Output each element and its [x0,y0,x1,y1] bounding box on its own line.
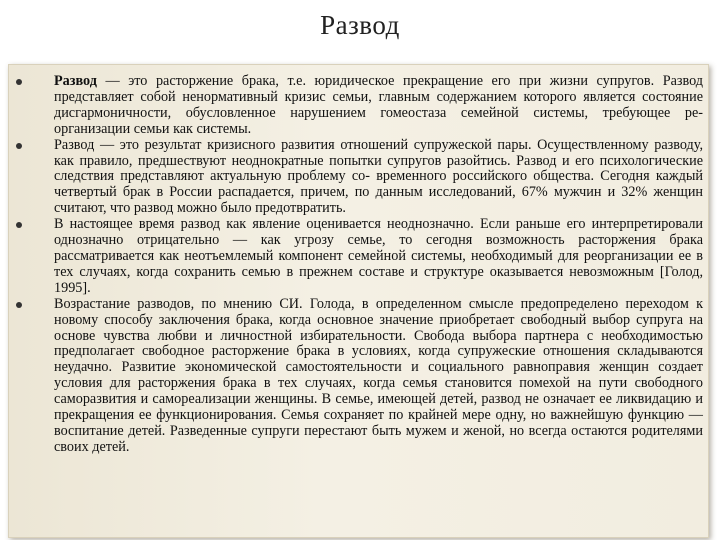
bullet-text: В настоящее время развод как явление оценивается неоднозначно. Если раньше его интерпретировали однозначно отрицательно — как угрозу семье, то сегодня возможность расторжения брака рассматривается как неотъемлемый компонент семейной системы, необходимый для реорганизации ее в тех случаях, когда сохранить семью в прежнем составе и структуре оказывается невозможным [Голод, 1995]. [54,216,703,296]
bullet-dot-icon [16,222,22,228]
bullet-term: Развод [54,73,97,89]
content-box [8,64,709,538]
bullet-text: Возрастание разводов, по мнению СИ. Голода, в определенном смысле предопределено переходом к новому способу заключения брака, когда основное значение приобретает свободный выбор супруга на основе чувства любви и личностной избирательности. Свобода выбора партнера с необходимостью предполагает свободное расторжение брака в условиях, когда супружеские отношения складываются неудачно. Развитие экономической самостоятельности и социального равноправия женщин создает условия для расторжения брака в тех случаях, когда семья становится помехой на пути свободного саморазвития и самореализации женщины. В семье, имеющей детей, развод не означает ее ликвидацию и прекращения ее функционирования. Семья сохраняет по крайней мере одну, но важнейшую функцию — воспитание детей. Разведенные супруги перестают быть мужем и женой, но всегда остаются родителями своих детей. [54,295,703,455]
bullet-item-4 [8,297,703,456]
bullet-text: — это расторжение брака, т.е. юридическое прекращение его при жизни супругов. Развод представляет собой ненормативный кризис семьи, главным содержанием которого является состояние дисгармоничности, обусловленное нарушением гомеостаза семейной системы, требующее ре- организации семьи как системы. [54,73,703,137]
bullet-item-3 [8,217,703,297]
bullet-list [8,74,703,456]
bullet-text: Развод — это результат кризисного развития отношений супружеской пары. Осуществленному разводу, как правило, предшествуют неоднократные попытки супругов разойтись. Развод и его психологические следствия представляют актуальную проблему со- временного российского общества. Сегодня каждый четвертый брак в России распадается, причем, по данным исследований, 67% мужчин и 32% женщин считают, что развод можно было предотвратить. [54,136,703,217]
bullet-dot-icon [16,302,22,308]
bullet-item-2 [8,138,703,218]
slide-title: Развод [320,10,400,40]
bullet-dot-icon [16,143,22,149]
bullet-item-1 [8,74,703,138]
bullet-dot-icon [16,79,22,85]
